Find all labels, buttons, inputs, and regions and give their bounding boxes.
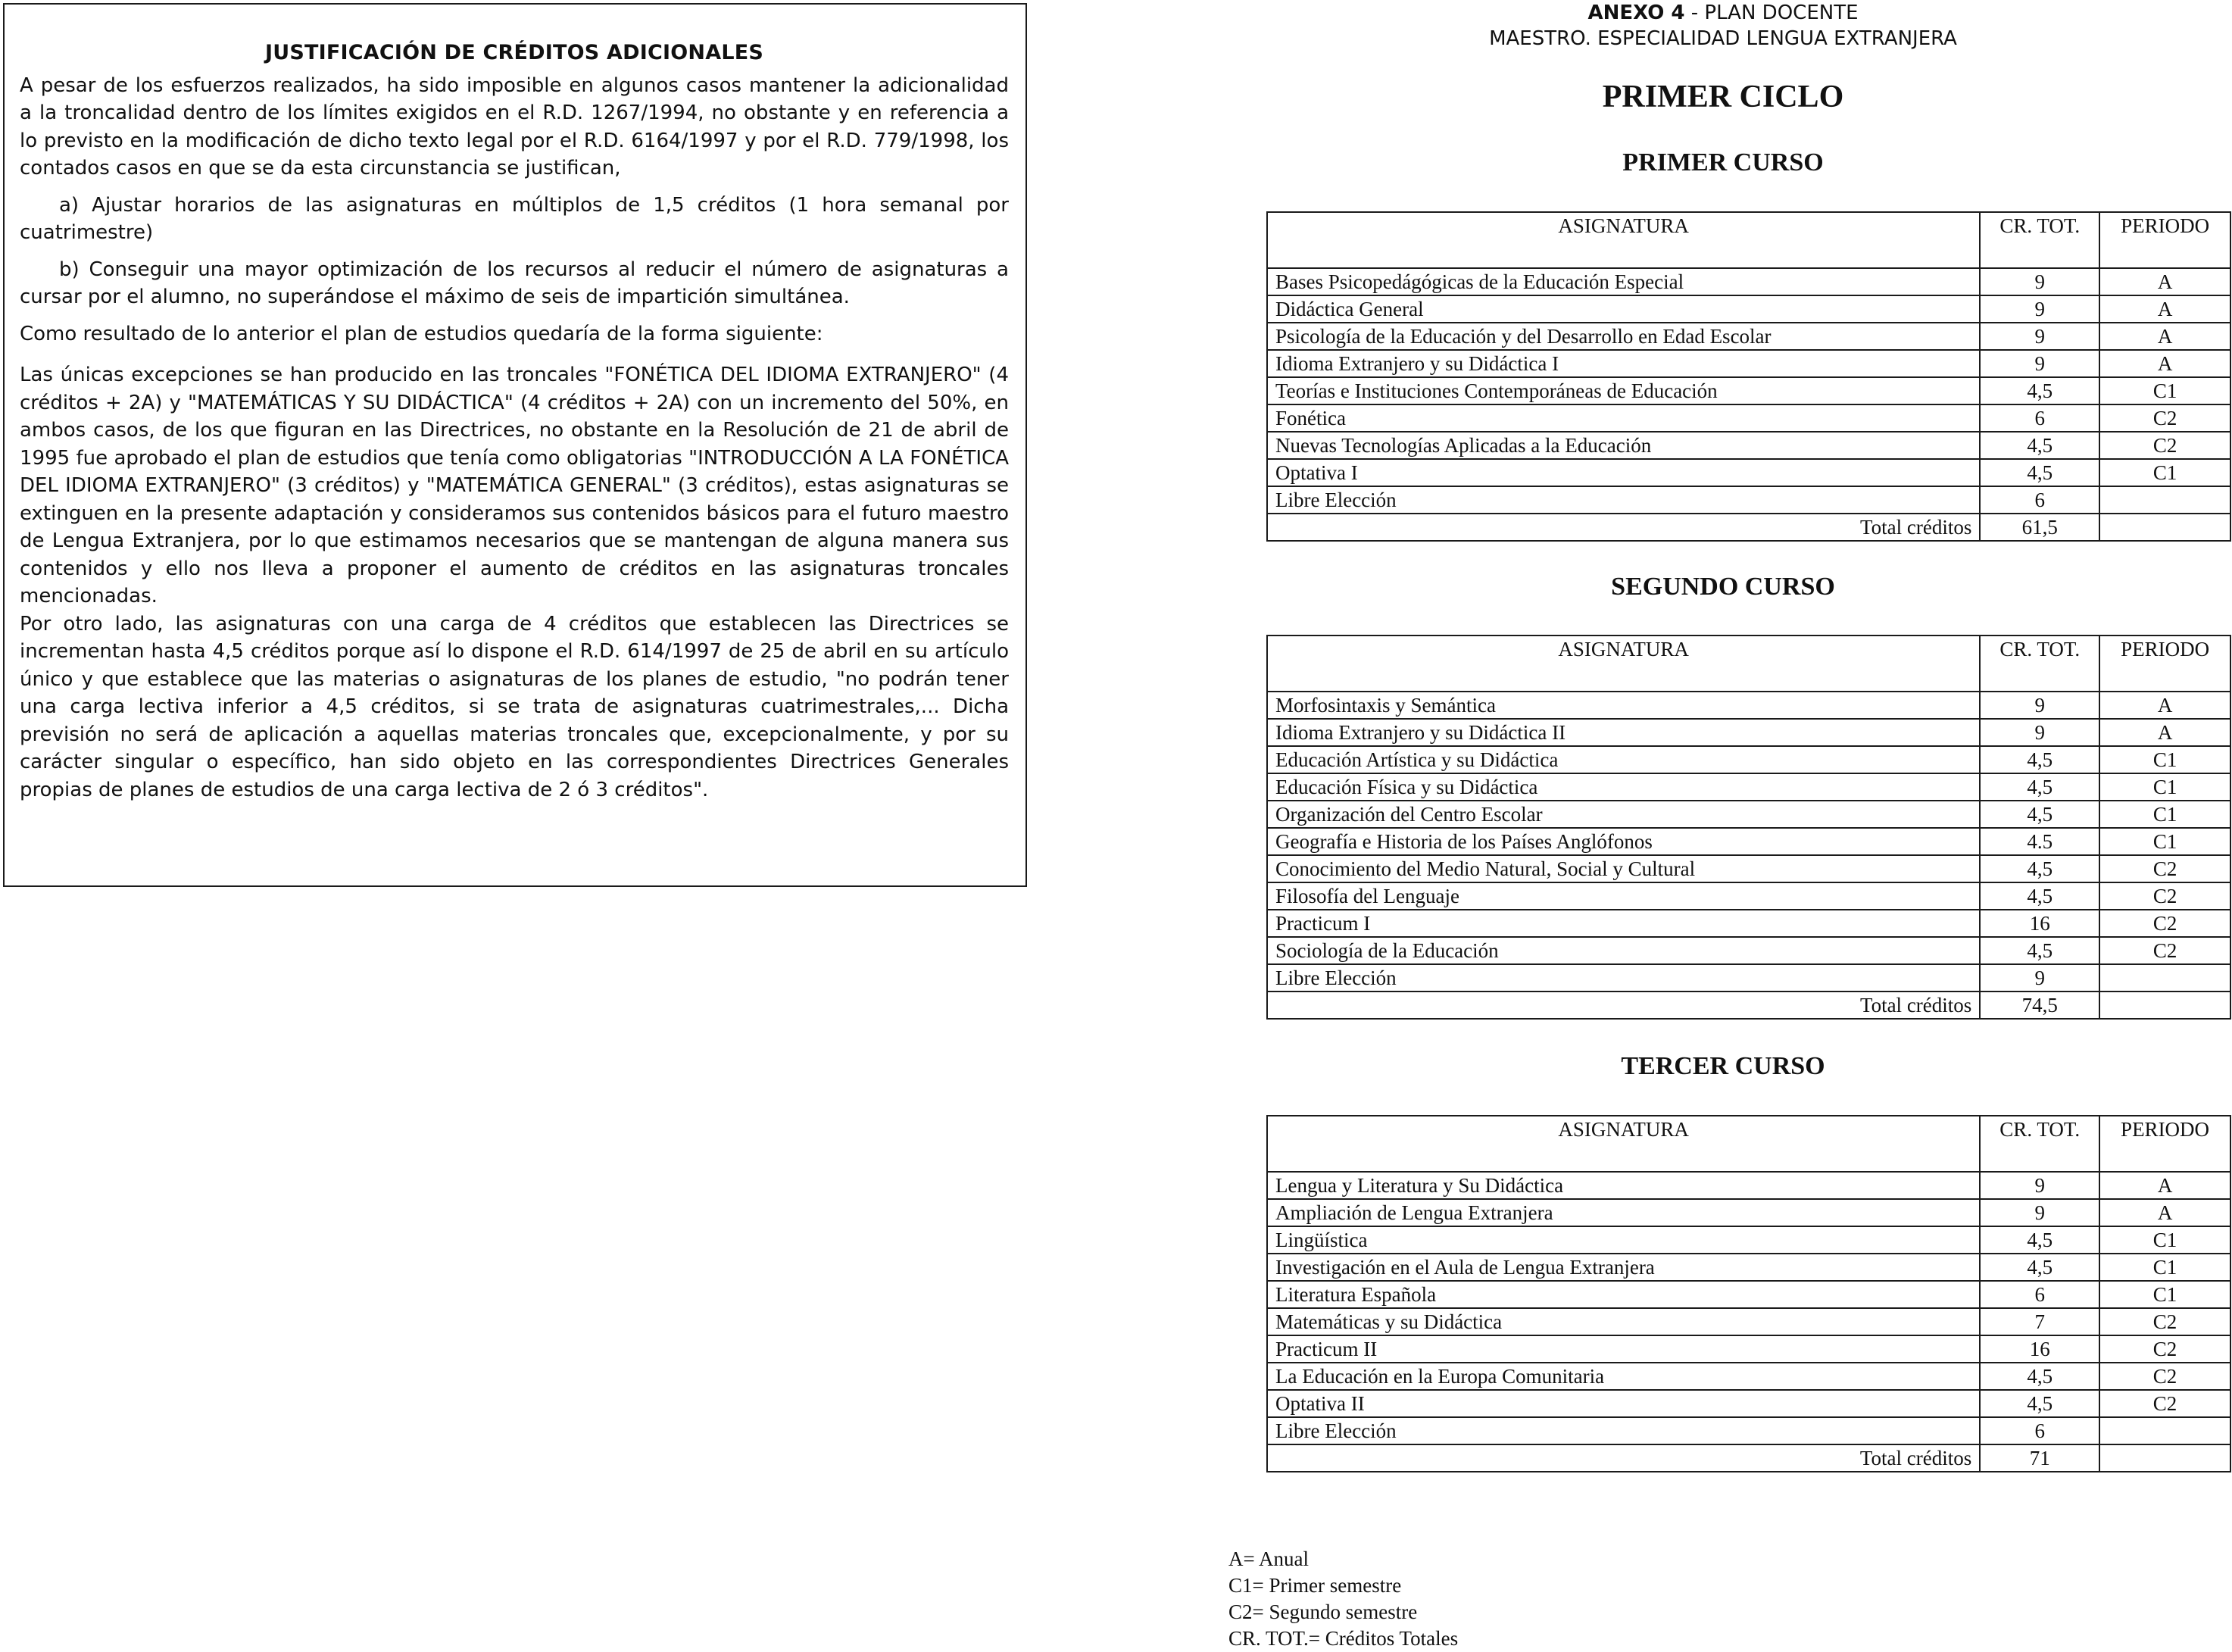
table-row (1267, 268, 2230, 295)
cell-creditos: 6 (1980, 1281, 2099, 1308)
legend-item: A= Anual (1228, 1547, 1309, 1570)
cell-periodo: A (2099, 719, 2230, 746)
column-header-asignatura: ASIGNATURA (1267, 212, 1980, 268)
cell-asignatura: Bases Psicopedágógicas de la Educación Especial (1267, 268, 1980, 295)
cell-periodo: C2 (2099, 432, 2230, 459)
total-row (1267, 514, 2230, 541)
cell-periodo: A (2099, 350, 2230, 377)
cell-asignatura: Literatura Española (1267, 1281, 1980, 1308)
table-row (1267, 1172, 2230, 1199)
table-row (1267, 323, 2230, 350)
table-row (1267, 486, 2230, 514)
cell-periodo: A (2099, 268, 2230, 295)
cell-asignatura: Optativa II (1267, 1390, 1980, 1417)
table-row (1267, 350, 2230, 377)
cell-asignatura: Conocimiento del Medio Natural, Social y Cultural (1267, 855, 1980, 882)
cell-creditos: 9 (1980, 323, 2099, 350)
cell-periodo: C1 (2099, 1281, 2230, 1308)
table-row (1267, 1199, 2230, 1226)
cell-creditos: 4,5 (1980, 1390, 2099, 1417)
legend-item: C1= Primer semestre (1228, 1574, 1402, 1597)
cell-periodo: C1 (2099, 1226, 2230, 1254)
cell-asignatura: Optativa I (1267, 459, 1980, 486)
table-row (1267, 719, 2230, 746)
cell-creditos: 6 (1980, 404, 2099, 432)
cell-periodo: C2 (2099, 1390, 2230, 1417)
cell-asignatura: Idioma Extranjero y su Didáctica I (1267, 350, 1980, 377)
cell-periodo: C2 (2099, 910, 2230, 937)
cell-periodo: C1 (2099, 746, 2230, 773)
cell-periodo: C1 (2099, 801, 2230, 828)
cell-periodo: C2 (2099, 855, 2230, 882)
column-header-periodo: PERIODO (2099, 1116, 2230, 1172)
table-header-row (1267, 636, 2230, 692)
table-row (1267, 1363, 2230, 1390)
table-row (1267, 882, 2230, 910)
table-row (1267, 692, 2230, 719)
cell-creditos: 4,5 (1980, 1363, 2099, 1390)
cell-creditos: 9 (1980, 692, 2099, 719)
table-row (1267, 1254, 2230, 1281)
courses-table-primer-curso (1266, 211, 2231, 542)
column-header-asignatura: ASIGNATURA (1267, 636, 1980, 692)
justification-paragraph-3: Las únicas excepciones se han producido en las troncales "FONÉTICA DEL IDIOMA EXTRANJERO" (4 créditos + 2A) y "MATEMÁTICAS Y SU DIDÁCTICA" (4 créditos + 2A) con un incremento del 50%, en ambos casos, de los que figuran en las Directrices, no obstante en la Resolución de 21 de abril de 1995 fue aprobado el plan de estudios que tenía como obligatorias "INTRODUCCIÓN A LA FONÉTICA DEL IDIOMA EXTRANJERO" (3 créditos) y "MATEMÁTICA GENERAL" (3 créditos), estas asignaturas se extinguen en la presente adaptación y consideramos sus contenidos básicos para el futuro maestro de Lengua Extranjera, por lo que estimamos necesarios que se mantengan de alguna manera sus contenidos y ello nos lleva a proponer el aumento de créditos en las asignaturas troncales mencionadas. (20, 364, 1009, 607)
table-row (1267, 910, 2230, 937)
cell-asignatura: Practicum II (1267, 1335, 1980, 1363)
cell-asignatura: Matemáticas y su Didáctica (1267, 1308, 1980, 1335)
cell-asignatura: Fonética (1267, 404, 1980, 432)
total-label: Total créditos (1267, 992, 1980, 1019)
table-row (1267, 1335, 2230, 1363)
justification-box (3, 3, 1027, 887)
cell-asignatura: Educación Física y su Didáctica (1267, 773, 1980, 801)
cell-periodo: A (2099, 295, 2230, 323)
cell-creditos: 9 (1980, 1172, 2099, 1199)
total-label: Total créditos (1267, 1444, 1980, 1472)
cell-creditos: 4,5 (1980, 1226, 2099, 1254)
table-row (1267, 1226, 2230, 1254)
cell-periodo: A (2099, 1199, 2230, 1226)
cell-creditos: 4,5 (1980, 746, 2099, 773)
cell-periodo (2099, 1417, 2230, 1444)
cell-asignatura: Didáctica General (1267, 295, 1980, 323)
table-row (1267, 855, 2230, 882)
table-row (1267, 746, 2230, 773)
justification-item-b: b) Conseguir una mayor optimización de los recursos al reducir el número de asignaturas a cursar por el alumno, no superándose el máximo de seis de impartición simultánea. (20, 258, 1009, 308)
anexo-title: PLAN DOCENTE (1704, 2, 1859, 24)
table-row (1267, 1390, 2230, 1417)
cell-creditos: 4,5 (1980, 773, 2099, 801)
cell-creditos: 9 (1980, 350, 2099, 377)
courses-table-segundo-curso (1266, 635, 2231, 1020)
cell-asignatura: Practicum I (1267, 910, 1980, 937)
table-row (1267, 1281, 2230, 1308)
cell-periodo: C2 (2099, 1363, 2230, 1390)
anexo-separator: - (1684, 2, 1705, 24)
cell-asignatura: Filosofía del Lenguaje (1267, 882, 1980, 910)
cell-asignatura: Morfosintaxis y Semántica (1267, 692, 1980, 719)
total-empty-cell (2099, 992, 2230, 1019)
cell-periodo: C1 (2099, 377, 2230, 404)
table-row (1267, 377, 2230, 404)
cell-creditos: 4,5 (1980, 855, 2099, 882)
table-row (1267, 404, 2230, 432)
cell-creditos: 16 (1980, 1335, 2099, 1363)
legend-item: CR. TOT.= Créditos Totales (1228, 1627, 1459, 1650)
cell-asignatura: Geografía e Historia de los Países Anglófonos (1267, 828, 1980, 855)
cell-periodo (2099, 964, 2230, 992)
cell-asignatura: Sociología de la Educación (1267, 937, 1980, 964)
table-row (1267, 801, 2230, 828)
justification-title: JUSTIFICACIÓN DE CRÉDITOS ADICIONALES (264, 41, 764, 64)
table-row (1267, 432, 2230, 459)
cell-periodo: A (2099, 1172, 2230, 1199)
cell-creditos: 9 (1980, 719, 2099, 746)
cell-asignatura: La Educación en la Europa Comunitaria (1267, 1363, 1980, 1390)
table-row (1267, 937, 2230, 964)
legend-item: C2= Segundo semestre (1228, 1600, 1418, 1623)
legend (1228, 1546, 1458, 1652)
cell-asignatura: Teorías e Instituciones Contemporáneas de Educación (1267, 377, 1980, 404)
column-header-periodo: PERIODO (2099, 212, 2230, 268)
table-row (1267, 964, 2230, 992)
table-row (1267, 828, 2230, 855)
cell-periodo (2099, 486, 2230, 514)
table-header-row (1267, 1116, 2230, 1172)
cell-periodo: C1 (2099, 1254, 2230, 1281)
cell-creditos: 9 (1980, 295, 2099, 323)
cell-asignatura: Educación Artística y su Didáctica (1267, 746, 1980, 773)
cell-creditos: 4,5 (1980, 432, 2099, 459)
cell-asignatura: Lengua y Literatura y Su Didáctica (1267, 1172, 1980, 1199)
cell-asignatura: Ampliación de Lengua Extranjera (1267, 1199, 1980, 1226)
cell-periodo: C1 (2099, 459, 2230, 486)
total-empty-cell (2099, 1444, 2230, 1472)
cell-periodo: C2 (2099, 1308, 2230, 1335)
cell-creditos: 9 (1980, 964, 2099, 992)
cell-creditos: 4,5 (1980, 801, 2099, 828)
total-empty-cell (2099, 514, 2230, 541)
cell-asignatura: Lingüística (1267, 1226, 1980, 1254)
cell-periodo: C2 (2099, 937, 2230, 964)
cell-creditos: 4,5 (1980, 377, 2099, 404)
cell-creditos: 9 (1980, 268, 2099, 295)
cell-periodo: C2 (2099, 882, 2230, 910)
cell-asignatura: Investigación en el Aula de Lengua Extranjera (1267, 1254, 1980, 1281)
total-value: 71 (1980, 1444, 2099, 1472)
cell-periodo: C1 (2099, 773, 2230, 801)
anexo-label: ANEXO 4 (1587, 2, 1685, 24)
cell-asignatura: Psicología de la Educación y del Desarrollo en Edad Escolar (1267, 323, 1980, 350)
cell-asignatura: Nuevas Tecnologías Aplicadas a la Educación (1267, 432, 1980, 459)
curso-title-2: SEGUNDO CURSO (1611, 573, 1835, 601)
cell-asignatura: Libre Elección (1267, 964, 1980, 992)
table-row (1267, 459, 2230, 486)
justification-paragraph-4: Por otro lado, las asignaturas con una carga de 4 créditos que establecen las Directrices se incrementan hasta 4,5 créditos porque así lo dispone el R.D. 614/1997 de 25 de abril en su artículo único y que establece que las materias o asignaturas de los planes de estudio, "no podrán tener una carga lectiva inferior a 4,5 créditos, si se trata de asignaturas cuatrimestrales,... Dicha previsión no será de aplicación a aquellas materias troncales que, excepcionalmente, y por su carácter singular o específico, han sido objeto en las correspondientes Directrices Generales propias de planes de estudios de una carga lectiva de 2 ó 3 créditos". (20, 612, 1009, 801)
cell-asignatura: Libre Elección (1267, 1417, 1980, 1444)
table-row (1267, 295, 2230, 323)
curso-title-3: TERCER CURSO (1621, 1052, 1825, 1080)
cell-creditos: 4,5 (1980, 882, 2099, 910)
column-header-creditos: CR. TOT. (1980, 636, 2099, 692)
total-value: 74,5 (1980, 992, 2099, 1019)
cell-creditos: 6 (1980, 486, 2099, 514)
cell-creditos: 4.5 (1980, 828, 2099, 855)
justification-paragraph-1: A pesar de los esfuerzos realizados, ha sido imposible en algunos casos mantener la adicionalidad a la troncalidad dentro de los límites exigidos en el R.D. 1267/1994, no obstante y en referencia a lo previsto en la modificación de dicho texto legal por el R.D. 6164/1997 y por el R.D. 779/1998, los contados casos en que se da esta circunstancia se justifican, (20, 73, 1009, 180)
ciclo-title: PRIMER CICLO (1602, 80, 1844, 114)
cell-periodo: A (2099, 692, 2230, 719)
cell-periodo: C1 (2099, 828, 2230, 855)
cell-asignatura: Idioma Extranjero y su Didáctica II (1267, 719, 1980, 746)
total-label: Total créditos (1267, 514, 1980, 541)
cell-creditos: 4,5 (1980, 1254, 2099, 1281)
justification-item-a: a) Ajustar horarios de las asignaturas en múltiplos de 1,5 créditos (1 hora semanal por cuatrimestre) (20, 193, 1009, 244)
column-header-periodo: PERIODO (2099, 636, 2230, 692)
total-row (1267, 1444, 2230, 1472)
table-row (1267, 1308, 2230, 1335)
cell-creditos: 16 (1980, 910, 2099, 937)
table-row (1267, 1417, 2230, 1444)
curso-title-1: PRIMER CURSO (1622, 148, 1824, 176)
cell-periodo: A (2099, 323, 2230, 350)
cell-periodo: C2 (2099, 404, 2230, 432)
courses-table-tercer-curso (1266, 1115, 2231, 1472)
cell-creditos: 9 (1980, 1199, 2099, 1226)
justification-paragraph-2: Como resultado de lo anterior el plan de estudios quedaría de la forma siguiente: (20, 322, 823, 345)
cell-asignatura: Libre Elección (1267, 486, 1980, 514)
column-header-creditos: CR. TOT. (1980, 1116, 2099, 1172)
total-row (1267, 992, 2230, 1019)
column-header-asignatura: ASIGNATURA (1267, 1116, 1980, 1172)
cell-creditos: 7 (1980, 1308, 2099, 1335)
total-value: 61,5 (1980, 514, 2099, 541)
column-header-creditos: CR. TOT. (1980, 212, 2099, 268)
cell-periodo: C2 (2099, 1335, 2230, 1363)
anexo-subtitle: MAESTRO. ESPECIALIDAD LENGUA EXTRANJERA (1489, 27, 1957, 50)
table-header-row (1267, 212, 2230, 268)
cell-creditos: 4,5 (1980, 459, 2099, 486)
cell-creditos: 4,5 (1980, 937, 2099, 964)
table-row (1267, 773, 2230, 801)
cell-creditos: 6 (1980, 1417, 2099, 1444)
anexo-header (1242, 0, 2204, 52)
cell-asignatura: Organización del Centro Escolar (1267, 801, 1980, 828)
